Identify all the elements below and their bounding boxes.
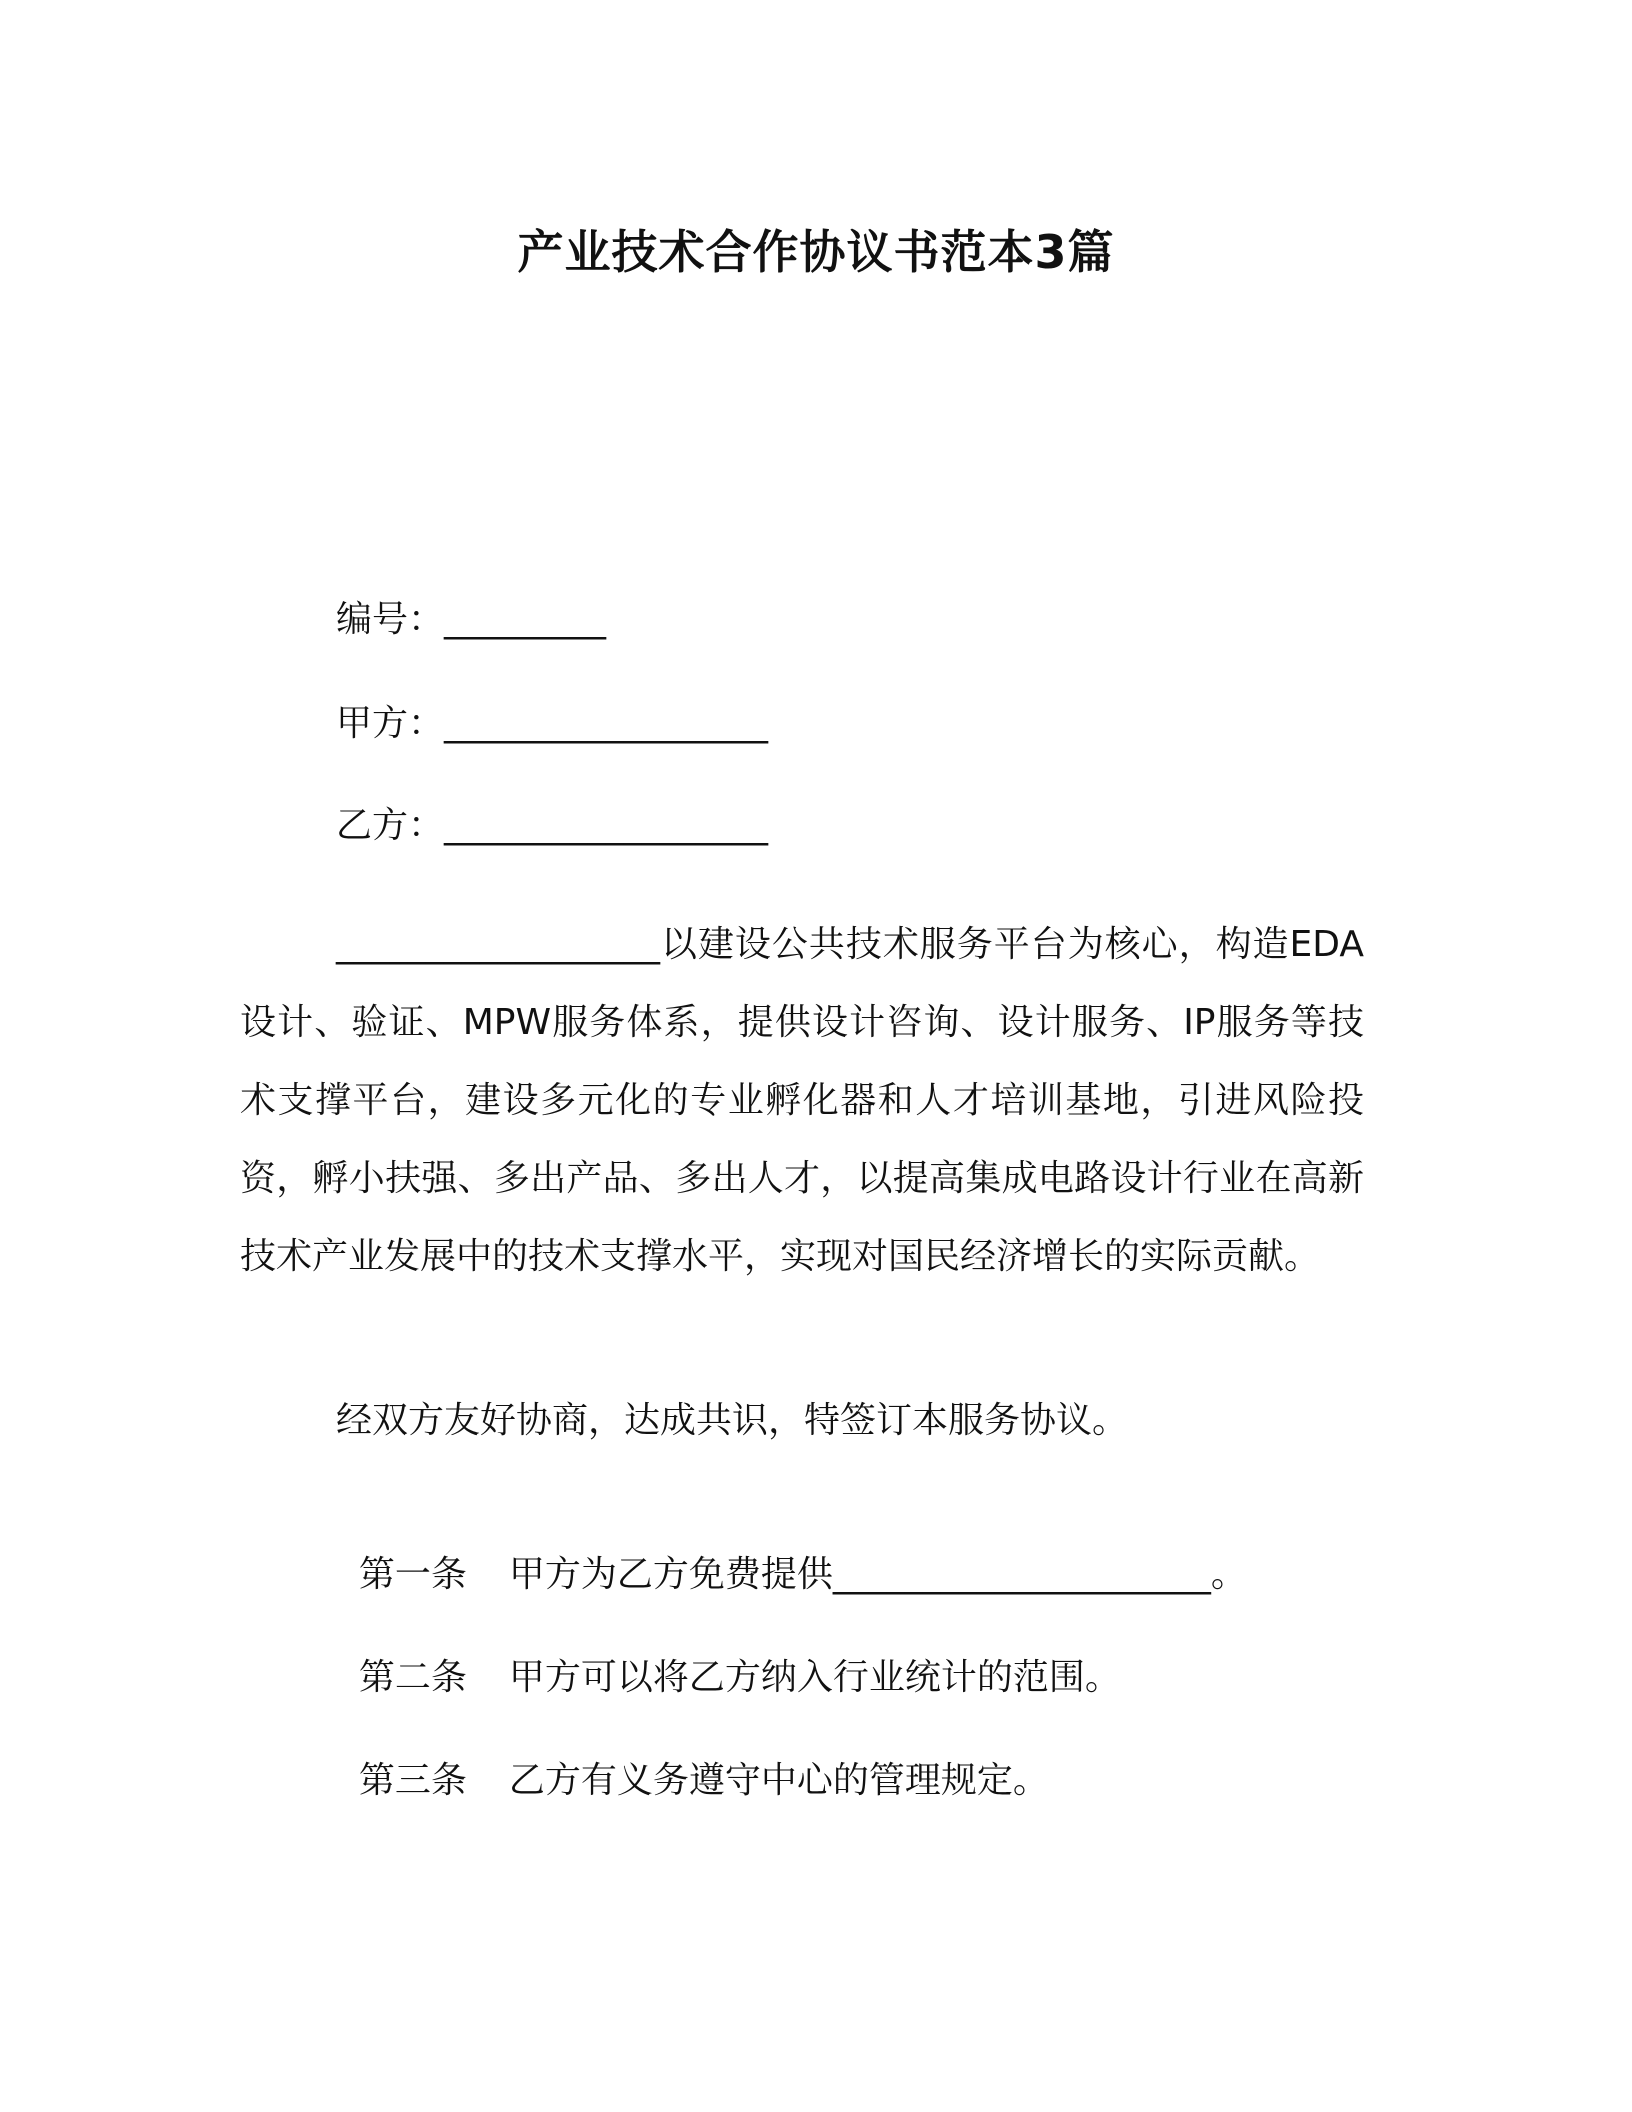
article-label: 第二条 xyxy=(358,1657,467,1698)
party-a-field: 甲方：__________________ xyxy=(336,703,769,744)
article-2 xyxy=(336,1603,1121,1703)
document-title: 产业技术合作协议书范本3篇 xyxy=(517,225,1115,279)
number-field: 编号：_________ xyxy=(336,599,607,640)
article-text: 甲方可以将乙方纳入行业统计的范围。 xyxy=(508,1657,1121,1698)
article-label: 第一条 xyxy=(358,1554,467,1595)
intro-paragraph: __________________以建设公共技术服务平台为核心，构造EDA设计、验证、MPW服务体系，提供设计咨询、设计服务、IP服务等技术支撑平台，建设多元化的专业孵化器和人才培训基地，引进风险投资，孵小扶强、多出产品、多出人才，以提高集成电路设计行业在高新技术产业发展中的技术支撑水平，实现对国民经济增长的实际贡献。 xyxy=(240,924,1364,1277)
article-label: 第三条 xyxy=(358,1760,467,1801)
article-text: 乙方有义务遵守中心的管理规定。 xyxy=(508,1760,1049,1801)
article-3 xyxy=(336,1706,1049,1806)
party-b-field: 乙方：__________________ xyxy=(336,805,769,846)
agreement-line: 经双方友好协商，达成共识，特签订本服务协议。 xyxy=(336,1400,1129,1441)
article-text: 甲方为乙方免费提供_____________________。 xyxy=(508,1554,1247,1595)
article-1 xyxy=(336,1500,1247,1600)
